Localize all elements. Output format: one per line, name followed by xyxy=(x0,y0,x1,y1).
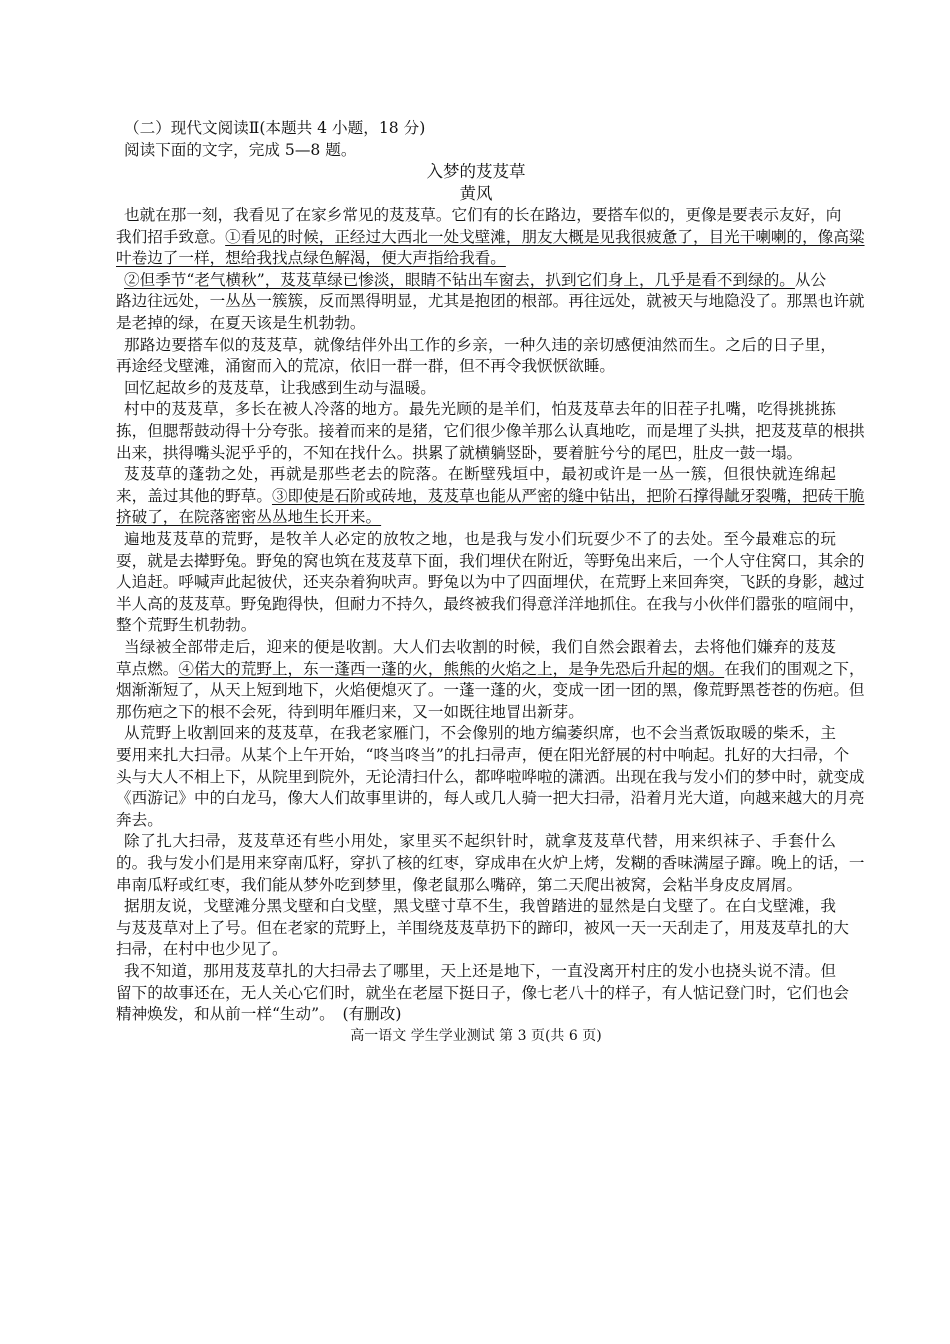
underlined-sentence-2: ②但季节“老气横秋”，芨芨草绿已惨淡，眼睛不钻出车窗去，扒到它们身上，几乎是看不到绿的。 xyxy=(124,271,795,289)
underlined-sentence-3-cont: 挤破了，在院落密密丛丛地生长开来。 xyxy=(116,508,382,526)
text-span: 草点燃。 xyxy=(116,660,179,678)
paragraph-line: 与芨芨草对上了号。但在老家的荒野上，羊围绕芨芨草扔下的蹄印，被风一天一天刮走了，用芨芨草扎的大 xyxy=(116,919,849,937)
paragraph-line: 路边往远处，一丛丛一簇簇，反而黑得明显，尤其是抱团的根部。再往远处，就被天与地隐没了。那黑也许就 xyxy=(116,292,865,310)
paragraph-line: 也就在那一刻，我看见了在家乡常见的芨芨草。它们有的长在路边，要搭车似的，更像是要表示友好，向 xyxy=(124,206,842,224)
paragraph-line: 那伤疤之下的根不会死，待到明年雁归来，又一如既往地冒出新芽。 xyxy=(116,703,584,721)
underlined-sentence-1: ①看见的时候，正经过大西北一处戈壁滩，朋友大概是见我很疲惫了，目光干喇喇的，像高粱 xyxy=(225,228,865,246)
text-span: 我们招手致意。 xyxy=(116,228,226,246)
paragraph-line: 村中的芨芨草，多长在被人冷落的地方。最先光顾的是羊们，怕芨芨草去年的旧茬子扎嘴，吃得挑挑拣 xyxy=(124,400,836,418)
instruction: 阅读下面的文字，完成 5—8 题。 xyxy=(124,141,357,159)
article-author: 黄风 xyxy=(459,184,493,203)
paragraph-line: 再途经戈壁滩，涌窗而入的荒凉，依旧一群一群，但不再令我恹恹欲睡。 xyxy=(116,357,616,375)
paragraph-line xyxy=(116,486,865,507)
paragraph-line: 半人高的芨芨草。野兔跑得快，但耐力不持久，最终被我们得意洋洋地抓住。在我与小伙伴们嚣张的喧闹中， xyxy=(116,595,865,613)
underlined-sentence-1-cont: 叶卷边了一样，想给我找点绿色解渴，便大声指给我看。 xyxy=(116,249,506,267)
paragraph-line: 留下的故事还在，无人关心它们时，就坐在老屋下挺日子，像七老八十的样子，有人惦记登门时，它们也会 xyxy=(116,984,849,1002)
paragraph-line: 人追赶。呼喊声此起彼伏，还夹杂着狗吠声。野兔以为中了四面埋伏，在荒野上来回奔突，飞跃的身影，越过 xyxy=(116,573,865,591)
paragraph-line: 是老掉的绿，在夏天该是生机勃勃。 xyxy=(116,314,366,332)
text-span: 来，盖过其他的野草。 xyxy=(116,487,272,505)
text-span: 从公 xyxy=(794,271,827,289)
section-header: （二）现代文阅读Ⅱ(本题共 4 小题，18 分) xyxy=(124,119,426,137)
paragraph-line: 那路边要搭车似的芨芨草，就像结伴外出工作的乡亲，一种久违的亲切感便油然而生。之后的日子里， xyxy=(124,336,836,354)
paragraph-line: 我不知道，那用芨芨草扎的大扫帚去了哪里，天上还是地下，一直没离开村庄的发小也挠头说不清。但 xyxy=(124,962,836,980)
paragraph-line: 芨芨草的蓬勃之处，再就是那些老去的院落。在断壁残垣中，最初或许是一丛一簇，但很快就连绵起 xyxy=(124,465,836,483)
paragraph-line: 整个荒野生机勃勃。 xyxy=(116,616,257,634)
paragraph-line: 耍，就是去撵野兔。野兔的窝也筑在芨芨草下面，我们埋伏在附近，等野兔出来后，一个人守住窝口，其余的 xyxy=(116,552,865,570)
paragraph-line: 据朋友说，戈壁滩分黑戈壁和白戈壁，黑戈壁寸草不生，我曾踏进的显然是白戈壁了。在白戈壁滩，我 xyxy=(124,897,836,915)
paragraph-line: 从荒野上收割回来的芨芨草，在我老家雁门，不会像别的地方编萎织席，也不会当煮饭取暖的柴禾，主 xyxy=(124,724,836,742)
paragraph-line: 精神焕发，和从前一样“生动”。 (有删改) xyxy=(116,1005,402,1023)
article-title: 入梦的芨芨草 xyxy=(426,162,526,181)
paragraph-line xyxy=(116,227,865,248)
paragraph-line: 出来，拱得嘴头泥乎乎的，不知在找什么。拱累了就横躺竖卧，要着脏兮兮的尾巴，肚皮一鼓一塌。 xyxy=(116,444,803,462)
underlined-sentence-4: ④偌大的荒野上，东一蓬西一蓬的火，熊熊的火焰之上，是争先恐后升起的烟。 xyxy=(178,660,725,678)
paragraph-line: 《西游记》中的白龙马，像大人们故事里讲的，每人或几人骑一把大扫帚，沿着月光大道，向越来越大的月亮 xyxy=(116,789,865,807)
paragraph-line: 扫帚，在村中也少见了。 xyxy=(116,940,288,958)
page-footer: 高一语文 学生学业测试 第 3 页(共 6 页) xyxy=(350,1028,602,1044)
paragraph-line: 遍地芨芨草的荒野，是牧羊人必定的放牧之地，也是我与发小们玩耍少不了的去处。至今最难忘的玩 xyxy=(124,530,836,548)
paragraph-line: 头与大人不相上下，从院里到院外，无论清扫什么，都哗啦哗啦的潇洒。出现在我与发小们的梦中时，就变成 xyxy=(116,768,865,786)
paragraph-line xyxy=(124,270,844,291)
text-span: 在我们的围观之下， xyxy=(724,660,865,678)
paragraph-line: 烟渐渐短了，从天上短到地下，火焰便熄灭了。一蓬一蓬的火，变成一团一团的黑，像荒野黑苍苍的伤疤。但 xyxy=(116,681,865,699)
paragraph-line: 串南瓜籽或红枣，我们能从梦外吃到梦里，像老鼠那么嘴碎，第二天爬出被窝，会粘半身皮皮屑屑。 xyxy=(116,876,803,894)
underlined-sentence-3: ③即使是石阶或砖地，芨芨草也能从严密的缝中钻出，把阶石撑得龇牙裂嘴，把砖干脆 xyxy=(271,487,865,505)
paragraph-line: 回忆起故乡的芨芨草，让我感到生动与温暖。 xyxy=(124,379,436,397)
paragraph-line: 当绿被全部带走后，迎来的便是收割。大人们去收割的时候，我们自然会跟着去，去将他们嫌弃的芨芨 xyxy=(124,638,836,656)
paragraph-line: 奔去。 xyxy=(116,811,163,829)
paragraph-line: 的。我与发小们是用来穿南瓜籽，穿扒了核的红枣，穿成串在火炉上烤，发糊的香味满屋子蹿。晚上的话，一 xyxy=(116,854,865,872)
paragraph-line: 除了扎大扫帚，芨芨草还有些小用处，家里买不起织针时，就拿芨芨草代替，用来织袜子、手套什么 xyxy=(124,832,836,850)
paragraph-line: 要用来扎大扫帚。从某个上午开始，“咚当咚当”的扎扫帚声，便在阳光舒展的村中响起。扎好的大扫帚，个 xyxy=(116,746,850,764)
paragraph-line: 拣，但腮帮鼓动得十分夸张。接着而来的是猪，它们很少像羊那么认真地吃，而是埋了头拱，把芨芨草的根拱 xyxy=(116,422,865,440)
paragraph-line xyxy=(116,659,865,680)
